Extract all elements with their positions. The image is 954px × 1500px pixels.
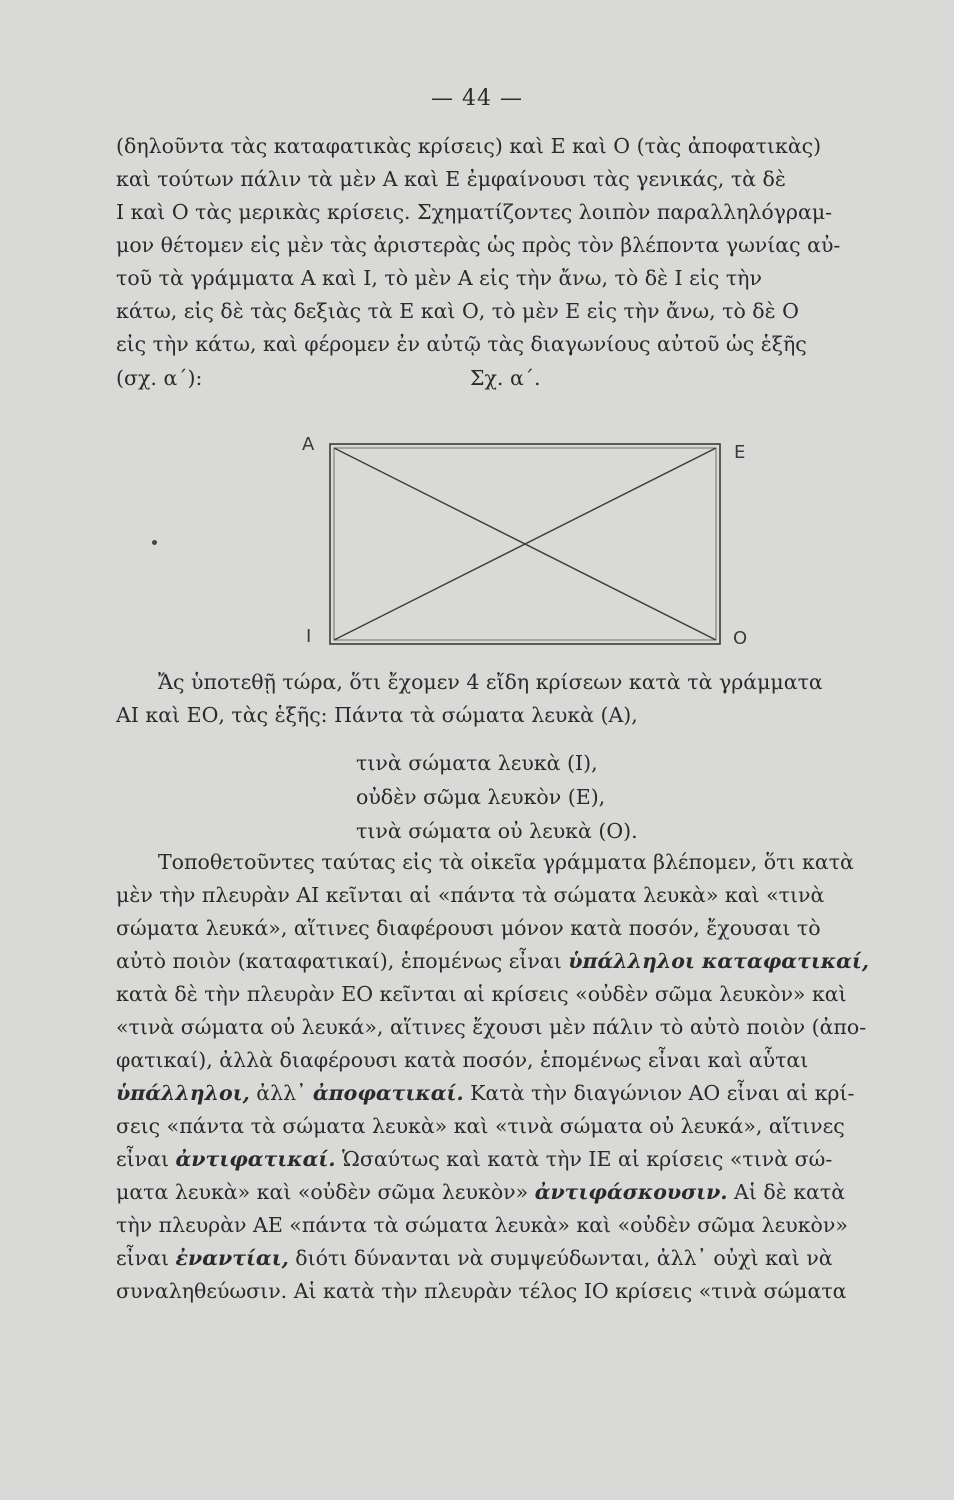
text-line xyxy=(116,1176,936,1209)
text-line: σεις «πάντα τὰ σώματα λευκὰ» καὶ «τινὰ σώματα οὐ λευκά», αἵτινες xyxy=(116,1114,845,1138)
text-run: αὐτὸ ποιὸν (καταφατικαί), ἑπομένως εἶναι xyxy=(116,949,569,973)
text-run: ἀλλ᾽ xyxy=(249,1081,313,1105)
emphasis-term: ἀποφατικαί. xyxy=(312,1081,464,1105)
square-of-opposition-diagram xyxy=(290,430,750,660)
text-line: μον θέτομεν εἰς μὲν τὰς ἀριστερὰς ὡς πρὸς τὸν βλέποντα γωνίας αὐ- xyxy=(116,233,841,257)
text-run: ματα λευκὰ» καὶ «οὐδὲν σῶμα λευκὸν» xyxy=(116,1180,535,1204)
text-line xyxy=(116,945,936,978)
text-line xyxy=(116,1077,936,1110)
text-line: Τοποθετοῦντες ταύτας εἰς τὰ οἰκεῖα γράμματα βλέπομεν, ὅτι κατὰ xyxy=(158,850,854,874)
text-line: Ι καὶ Ο τὰς μερικὰς κρίσεις. Σχηματίζοντες λοιπὸν παραλληλόγραμ- xyxy=(116,200,833,224)
corner-label-E: Ε xyxy=(734,442,746,463)
judgment-item: τινὰ σώματα λευκὰ (Ι), xyxy=(356,751,598,775)
text-run: Αἱ δὲ κατὰ xyxy=(727,1180,846,1204)
print-speck xyxy=(152,540,157,545)
emphasis-term: ἀντιφατικαί. xyxy=(175,1147,336,1171)
text-line: τὴν πλευρὰν ΑΕ «πάντα τὰ σώματα λευκὰ» καὶ «οὐδὲν σῶμα λευκὸν» xyxy=(116,1213,848,1237)
text-line: κατὰ δὲ τὴν πλευρὰν ΕΟ κεῖνται αἱ κρίσεις «οὐδὲν σῶμα λευκὸν» καὶ xyxy=(116,982,847,1006)
text-line: κάτω, εἰς δὲ τὰς δεξιὰς τὰ Ε καὶ Ο, τὸ μὲν Ε εἰς τὴν ἄνω, τὸ δὲ Ο xyxy=(116,299,799,323)
text-line: ΑΙ καὶ ΕΟ, τὰς ἑξῆς: Πάντα τὰ σώματα λευκὰ (Α), xyxy=(116,703,638,727)
text-line: φατικαί), ἀλλὰ διαφέρουσι κατὰ ποσόν, ἑπομένως εἶναι καὶ αὗται xyxy=(116,1048,809,1072)
judgments-intro-paragraph xyxy=(116,666,936,732)
judgment-item: οὐδὲν σῶμα λευκὸν (Ε), xyxy=(356,785,606,809)
figure-caption: Σχ. α΄. xyxy=(470,366,541,390)
emphasis-term: ὑπάλληλοι καταφατικαί, xyxy=(568,949,869,973)
text-line: μὲν τὴν πλευρὰν ΑΙ κεῖνται αἱ «πάντα τὰ σώματα λευκὰ» καὶ «τινὰ xyxy=(116,883,825,907)
text-run: Κατὰ τὴν διαγώνιον ΑΟ εἶναι αἱ κρί- xyxy=(463,1081,855,1105)
corner-label-O: Ο xyxy=(733,628,748,649)
corner-label-I: Ι xyxy=(306,626,312,647)
judgment-item: τινὰ σώματα οὐ λευκὰ (Ο). xyxy=(356,819,638,843)
text-line xyxy=(116,1143,936,1176)
text-line: (δηλοῦντα τὰς καταφατικὰς κρίσεις) καὶ Ε καὶ Ο (τὰς ἀποφατικὰς) xyxy=(116,134,822,158)
text-run: διότι δύνανται νὰ συμψεύδωνται, ἀλλ᾽ οὐχὶ καὶ νὰ xyxy=(288,1246,833,1270)
text-line xyxy=(116,1242,936,1275)
analysis-paragraph xyxy=(116,846,936,1308)
text-line: σώματα λευκά», αἵτινες διαφέρουσι μόνον κατὰ ποσόν, ἔχουσαι τὸ xyxy=(116,916,821,940)
text-run: Ὡσαύτως καὶ κατὰ τὴν ΙΕ αἱ κρίσεις «τινὰ σώ- xyxy=(335,1147,833,1171)
emphasis-term: ἐναντίαι, xyxy=(175,1246,289,1270)
figure-reference: (σχ. α΄): xyxy=(116,366,203,390)
judgments-list xyxy=(356,746,638,848)
text-line: εἰς τὴν κάτω, καὶ φέρομεν ἐν αὐτῷ τὰς διαγωνίους αὐτοῦ ὡς ἑξῆς xyxy=(116,332,807,356)
text-line: «τινὰ σώματα οὐ λευκά», αἵτινες ἔχουσι μὲν πάλιν τὸ αὐτὸ ποιὸν (ἀπο- xyxy=(116,1015,867,1039)
text-line: Ἄς ὑποτεθῇ τώρα, ὅτι ἔχομεν 4 εἴδη κρίσεων κατὰ τὰ γράμματα xyxy=(158,670,823,694)
emphasis-term: ἀντιφάσκουσιν. xyxy=(534,1180,728,1204)
text-line: καὶ τούτων πάλιν τὰ μὲν Α καὶ Ε ἐμφαίνουσι τὰς γενικάς, τὰ δὲ xyxy=(116,167,786,191)
text-line: τοῦ τὰ γράμματα Α καὶ Ι, τὸ μὲν Α εἰς τὴν ἄνω, τὸ δὲ Ι εἰς τὴν xyxy=(116,266,762,290)
emphasis-term: ὑπάλληλοι, xyxy=(116,1081,250,1105)
corner-label-A: Α xyxy=(302,434,315,455)
intro-paragraph xyxy=(116,130,936,361)
page-number: — 44 — xyxy=(431,86,523,111)
text-run: εἶναι xyxy=(116,1147,176,1171)
text-run: εἶναι xyxy=(116,1246,176,1270)
text-line: συναληθεύωσιν. Αἱ κατὰ τὴν πλευρὰν τέλος ΙΟ κρίσεις «τινὰ σώματα xyxy=(116,1279,847,1303)
